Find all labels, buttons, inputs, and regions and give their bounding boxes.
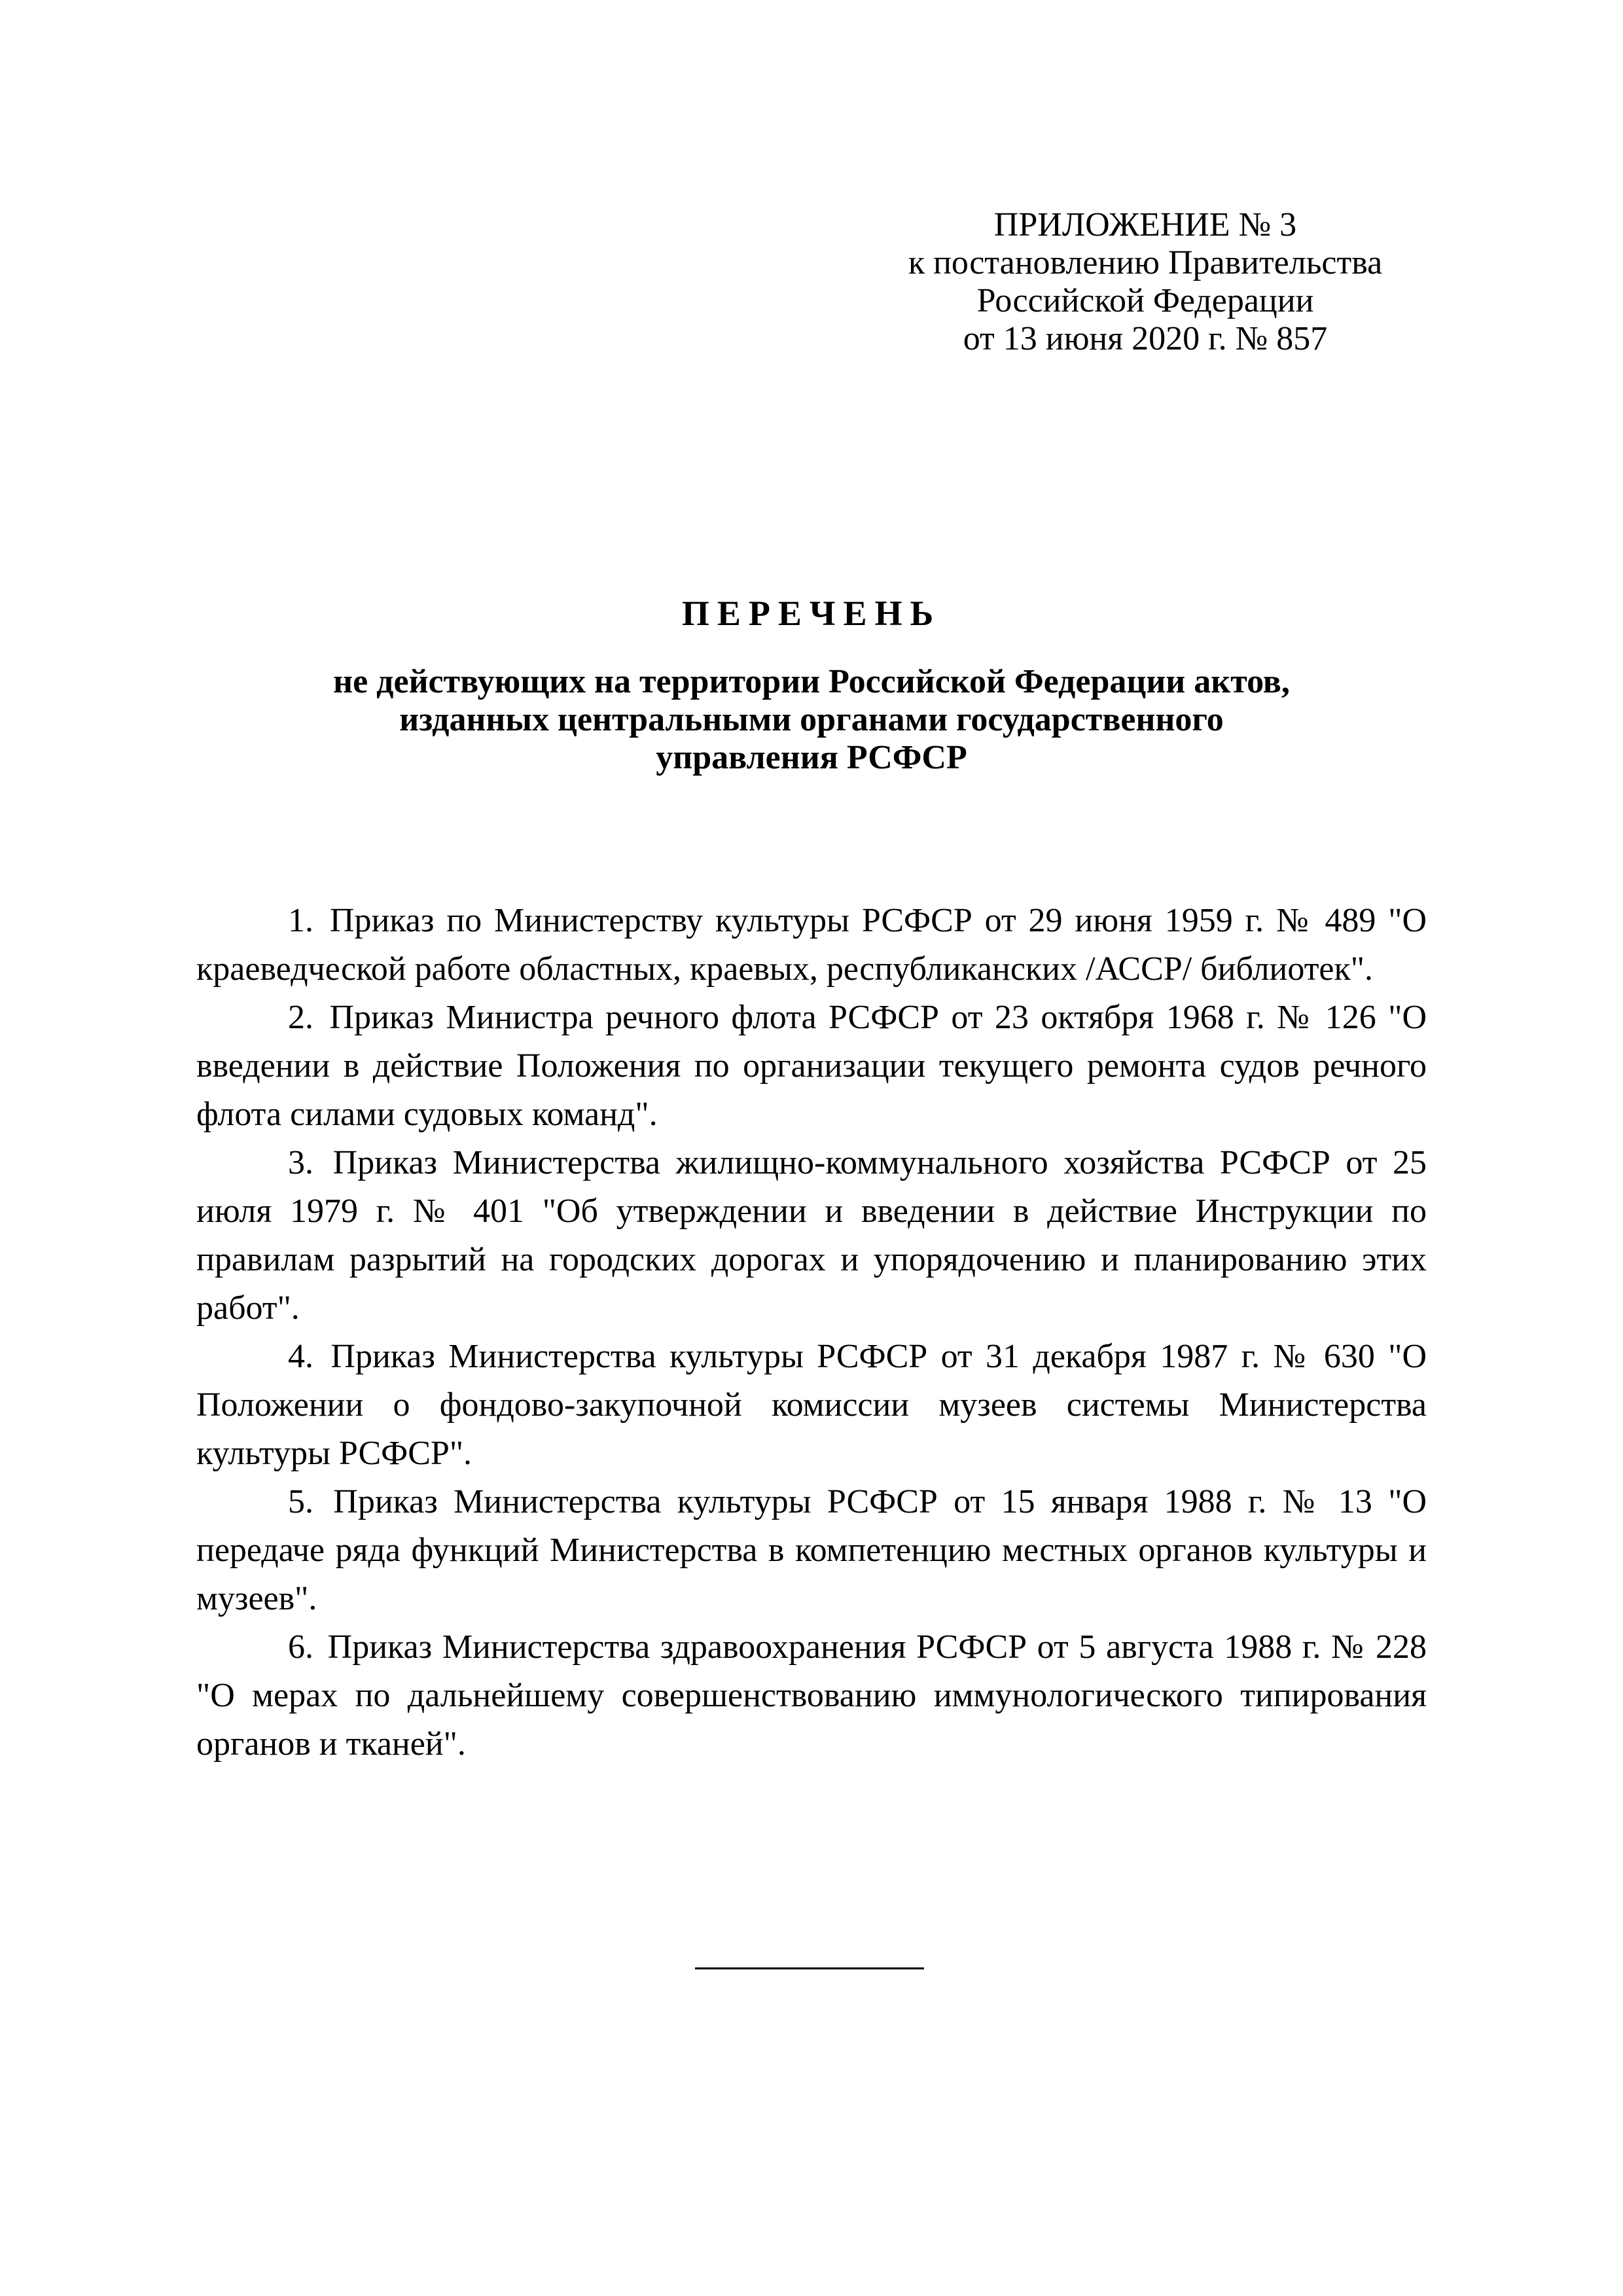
closing-separator-line: [695, 1967, 924, 1969]
item-text: Приказ Министерства жилищно-коммунального хозяйства РСФСР от 25 июля 1979 г. № 401 "Об утверждении и введении в действие Инструкции по правилам разрытий на городских дорогах и упорядочению и планированию этих работ".: [196, 1144, 1427, 1327]
list-item: [196, 1478, 1427, 1623]
item-number: 2.: [288, 999, 313, 1036]
subtitle-line: не действующих на территории Российской Федерации актов,: [333, 663, 1290, 700]
list-item: [196, 897, 1427, 994]
item-number: 5.: [288, 1483, 313, 1520]
item-number: 3.: [288, 1144, 313, 1181]
appendix-date-number: от 13 июня 2020 г. № 857: [963, 320, 1328, 357]
item-number: 6.: [288, 1628, 313, 1666]
appendix-label: ПРИЛОЖЕНИЕ № 3: [993, 206, 1297, 243]
subtitle-line: изданных центральными органами государственного: [399, 701, 1224, 738]
item-text: Приказ Министерства культуры РСФСР от 31 декабря 1987 г. № 630 "О Положении о фондово-закупочной комиссии музеев системы Министерства культуры РСФСР".: [196, 1338, 1427, 1472]
document-subtitle: [196, 663, 1427, 777]
list-item: [196, 1139, 1427, 1333]
list-item: [196, 994, 1427, 1139]
title-block: [196, 592, 1427, 777]
item-number: 4.: [288, 1338, 313, 1375]
subtitle-line: управления РСФСР: [656, 739, 967, 776]
item-text: Приказ Министра речного флота РСФСР от 23 октября 1968 г. № 126 "О введении в действие Положения по организации текущего ремонта судов речного флота силами судовых команд".: [196, 999, 1427, 1133]
document-title: ПЕРЕЧЕНЬ: [681, 594, 942, 633]
item-number: 1.: [288, 902, 313, 939]
appendix-decree-reference: к постановлению Правительства: [908, 244, 1383, 281]
acts-list: [196, 897, 1427, 1768]
item-text: Приказ по Министерству культуры РСФСР от 29 июня 1959 г. № 489 "О краеведческой работе областных, краевых, республиканских /АССР/ библиотек".: [196, 902, 1427, 988]
list-item: [196, 1333, 1427, 1478]
appendix-issuer: Российской Федерации: [976, 282, 1314, 319]
list-item: [196, 1623, 1427, 1768]
item-text: Приказ Министерства культуры РСФСР от 15 января 1988 г. № 13 "О передаче ряда функций Министерства в компетенцию местных органов культуры и музеев".: [196, 1483, 1427, 1617]
appendix-header: [851, 206, 1440, 358]
item-text: Приказ Министерства здравоохранения РСФСР от 5 августа 1988 г. № 228 "О мерах по дальнейшему совершенствованию иммунологического типирования органов и тканей".: [196, 1628, 1427, 1763]
